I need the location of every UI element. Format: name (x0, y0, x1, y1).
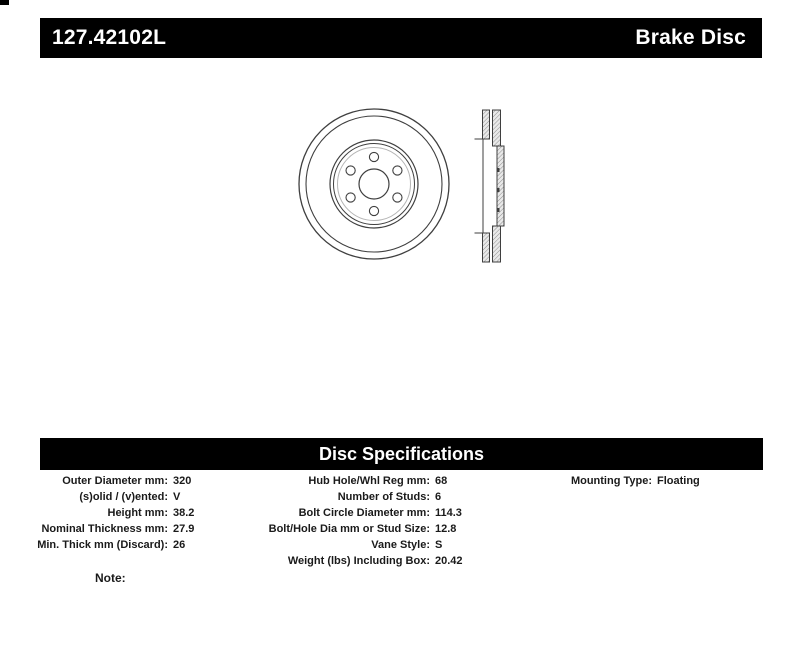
front-view (299, 109, 449, 259)
bottom-outboard-plate (493, 226, 501, 262)
spec-label: Min. Thick mm (Discard): (37, 539, 168, 551)
spec-column-middle (245, 473, 463, 569)
spec-label: Hub Hole/Whl Reg mm: (308, 475, 430, 487)
cross-section-view (475, 110, 505, 262)
spec-label: Vane Style: (371, 539, 430, 551)
spec-row (20, 505, 194, 521)
top-outboard-plate (493, 110, 501, 146)
scan-corner-artifact (0, 0, 9, 5)
note-label: Note: (95, 571, 126, 585)
spec-value: S (435, 539, 443, 551)
spec-label: Outer Diameter mm: (62, 475, 168, 487)
hub-face-circle (338, 148, 411, 221)
spec-row (245, 473, 463, 489)
spec-column-left (20, 473, 194, 553)
spec-value: Floating (657, 475, 700, 487)
spec-label: Number of Studs: (337, 491, 430, 503)
spec-row (20, 489, 194, 505)
stud-hole (346, 193, 355, 202)
spec-value: 26 (173, 539, 186, 551)
part-number: 127.42102L (52, 26, 167, 49)
spec-row (245, 489, 463, 505)
spec-value: 20.42 (435, 555, 463, 567)
stud-holes (346, 152, 402, 215)
spec-value: 38.2 (173, 507, 195, 519)
spec-row (520, 473, 700, 489)
spec-column-right (520, 473, 700, 489)
section-title: Disc Specifications (318, 443, 485, 464)
spec-value: 320 (173, 475, 192, 487)
spec-label: Nominal Thickness mm: (41, 523, 168, 535)
spec-label: Bolt/Hole Dia mm or Stud Size: (268, 523, 430, 535)
section-header (40, 438, 763, 470)
stud-hole (346, 166, 355, 175)
spec-value: 12.8 (435, 523, 457, 535)
spec-value: 6 (435, 491, 442, 503)
braking-surface-circle (306, 116, 442, 252)
spec-label: Height mm: (107, 507, 168, 519)
spec-value: 27.9 (173, 523, 195, 535)
spec-label: Mounting Type: (570, 475, 652, 487)
spec-label: Bolt Circle Diameter mm: (298, 507, 430, 519)
outer-diameter-circle (299, 109, 449, 259)
stud-hole (393, 193, 402, 202)
spec-row (245, 505, 463, 521)
spec-label: Weight (lbs) Including Box: (287, 555, 430, 567)
stud-hole (369, 206, 378, 215)
spec-value: V (173, 491, 181, 503)
center-hole (359, 169, 389, 199)
stud-hole (393, 166, 402, 175)
product-title: Brake Disc (635, 26, 746, 49)
spec-value: 68 (435, 475, 448, 487)
hat-wall (497, 146, 504, 226)
bottom-inboard-plate (483, 233, 490, 262)
stud-hole (369, 152, 378, 161)
hub-inner-circle (334, 144, 415, 225)
hub-outer-circle (330, 140, 418, 228)
brake-disc-diagram (280, 92, 520, 277)
title-bar (40, 18, 762, 58)
spec-row (245, 537, 463, 553)
spec-row (20, 537, 194, 553)
spec-label: (s)olid / (v)ented: (79, 491, 168, 503)
spec-value: 114.3 (435, 507, 462, 519)
spec-row (245, 521, 463, 537)
spec-row (20, 521, 194, 537)
spec-row (245, 553, 463, 569)
top-inboard-plate (483, 110, 490, 139)
spec-row (20, 473, 194, 489)
